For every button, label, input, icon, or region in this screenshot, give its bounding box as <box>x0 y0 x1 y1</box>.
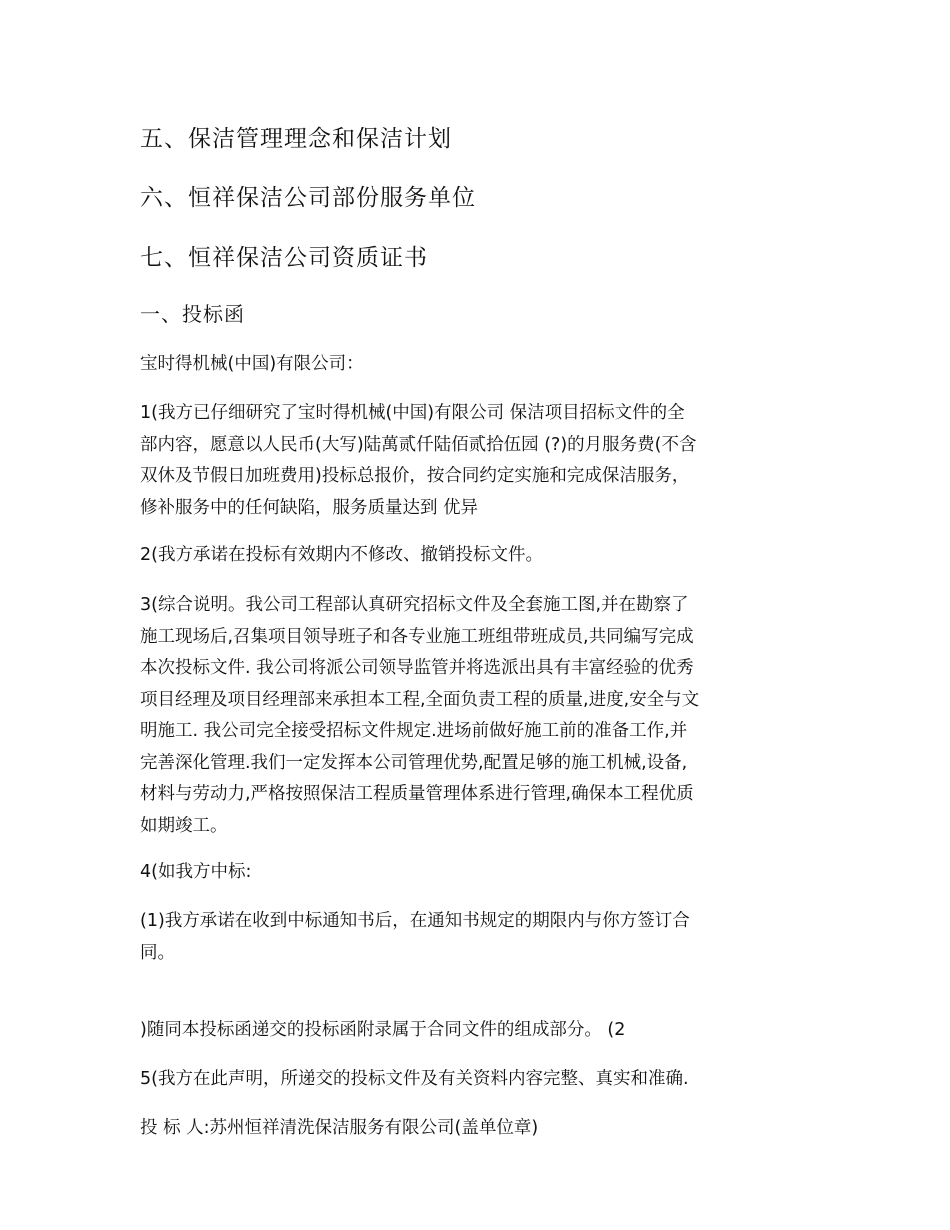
toc-item-5: 五、保洁管理理念和保洁计划 <box>140 126 452 152</box>
addressee: 宝时得机械(中国)有限公司： <box>140 354 364 374</box>
paragraph-4-1-line: (1)我方承诺在收到中标通知书后，在通知书规定的期限内与你方签订合 <box>140 911 690 931</box>
paragraph-3-line: 如期竣工。 <box>140 815 228 836</box>
paragraph-1-line: 1(我方已仔细研究了宝时得机械(中国)有限公司 保洁项目招标文件的全 <box>140 403 685 423</box>
paragraph-3-line: 本次投标文件. 我公司将派公司领导监管并将选派出具有丰富经验的优秀 <box>140 658 694 678</box>
paragraph-4-2: )随同本投标函递交的投标函附录属于合同文件的组成部分。 (2 <box>140 1020 626 1040</box>
toc-item-7: 七、恒祥保洁公司资质证书 <box>140 245 428 271</box>
paragraph-1-line: 修补服务中的任何缺陷，服务质量达到 优异 <box>140 497 479 518</box>
paragraph-4-1 <box>140 906 820 969</box>
paragraph-4: 4(如我方中标: <box>140 862 252 882</box>
paragraph-3 <box>140 590 820 842</box>
paragraph-3-line: 完善深化管理.我们一定发挥本公司管理优势,配置足够的施工机械,设备, <box>140 752 688 773</box>
paragraph-1 <box>140 398 820 524</box>
toc-item-6: 六、恒祥保洁公司部份服务单位 <box>140 185 476 211</box>
paragraph-5: 5(我方在此声明，所递交的投标文件及有关资料内容完整、真实和准确. <box>140 1069 689 1089</box>
paragraph-2: 2(我方承诺在投标有效期内不修改、撤销投标文件。 <box>140 545 543 565</box>
paragraph-3-line: 3(综合说明。我公司工程部认真研究招标文件及全套施工图,并在勘察了 <box>140 595 689 615</box>
paragraph-1-line: 部内容，愿意以人民币(大写)陆萬贰仟陆佰贰拾伍园 (?)的月服务费(不含 <box>140 434 697 455</box>
paragraph-3-line: 材料与劳动力,严格按照保洁工程质量管理体系进行管理,确保本工程优质 <box>140 784 694 804</box>
section-title-bid-letter: 一、投标函 <box>140 302 245 326</box>
paragraph-4-1-line: 同。 <box>140 942 175 963</box>
paragraph-3-line: 施工现场后,召集项目领导班子和各专业施工班组带班成员,共同编写完成 <box>140 626 694 647</box>
paragraph-3-line: 项目经理及项目经理部来承担本工程,全面负责工程的质量,进度,安全与文 <box>140 689 700 710</box>
paragraph-1-line: 双休及节假日加班费用)投标总报价，按合同约定实施和完成保洁服务， <box>140 466 690 486</box>
bidder-signature-line: 投 标 人:苏州恒祥清洗保洁服务有限公司(盖单位章) <box>140 1118 539 1138</box>
paragraph-3-line: 明施工. 我公司完全接受招标文件规定.进场前做好施工前的准备工作,并 <box>140 721 688 741</box>
